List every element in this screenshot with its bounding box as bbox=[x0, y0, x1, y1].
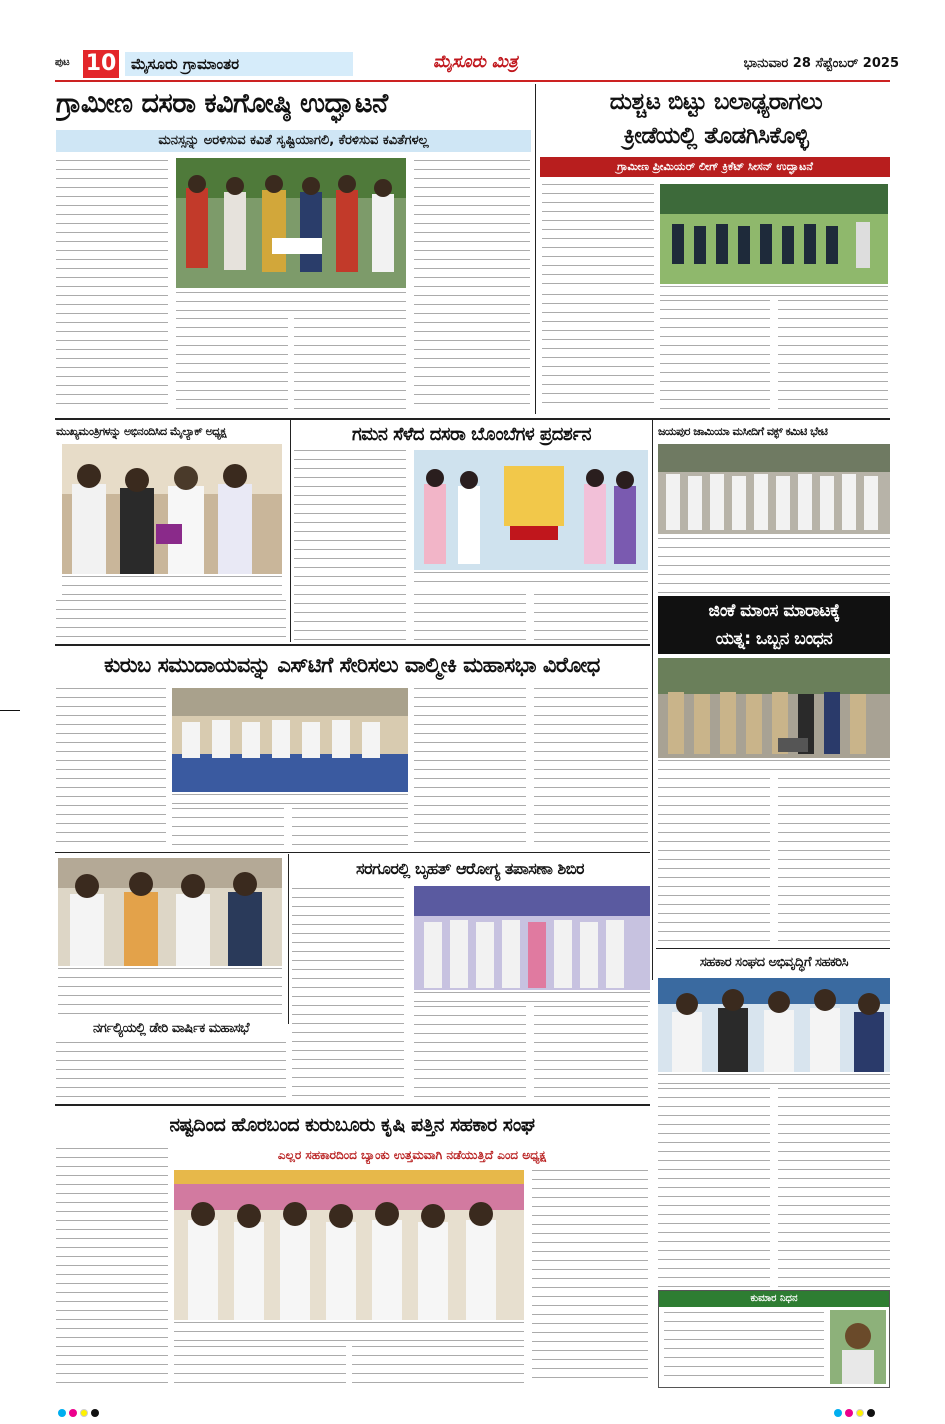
kuruba-body-col4 bbox=[414, 688, 526, 850]
masjid-photo bbox=[658, 444, 890, 534]
cricket-caption bbox=[660, 286, 888, 296]
kavigoshti-body-col3 bbox=[294, 318, 406, 410]
kuruburu-photo bbox=[174, 1170, 524, 1320]
kuruba-body-col3 bbox=[292, 808, 408, 850]
deer-body-col2 bbox=[778, 778, 890, 944]
health-body-col1 bbox=[292, 888, 404, 1098]
kuruba-body-col1 bbox=[56, 688, 166, 850]
masjid-body bbox=[658, 538, 890, 594]
cricket-headline-2: ಕ್ರೀಡೆಯಲ್ಲಿ ತೊಡಗಿಸಿಕೊಳ್ಳಿ bbox=[623, 123, 809, 149]
cricket-body-col1b bbox=[542, 294, 654, 410]
cm-meet-photo bbox=[62, 444, 282, 574]
obituary-photo bbox=[830, 1310, 886, 1384]
deer-body-col1 bbox=[658, 778, 770, 944]
health-camp-photo bbox=[414, 886, 650, 990]
cyan-dot bbox=[834, 1409, 842, 1417]
kavigoshti-caption bbox=[176, 292, 406, 312]
cm-meet-caption bbox=[62, 576, 282, 596]
cyan-dot bbox=[58, 1409, 66, 1417]
kavigoshti-headline: ಗ್ರಾಮೀಣ ದಸರಾ ಕವಿಗೋಷ್ಠಿ ಉದ್ಘಾಟನೆ bbox=[56, 88, 388, 119]
cricket-headline-1: ದುಶ್ಚಟ ಬಿಟ್ಟು ಬಲಾಢ್ಯರಾಗಲು bbox=[609, 89, 823, 115]
cm-meet-headline: ಮುಖ್ಯಮಂತ್ರಿಗಳನ್ನು ಅಭಿನಂದಿಸಿದ ಮೈಲ್ಯಾಕ್ ಅಧ್ಯಕ್ಷ bbox=[56, 425, 226, 438]
obituary-headline: ಕುಮಾರ ನಿಧನ bbox=[659, 1291, 889, 1307]
registration-dots-left bbox=[58, 1402, 102, 1421]
dolls-body-col2 bbox=[414, 594, 526, 640]
page-label: ಪುಟ bbox=[55, 57, 70, 68]
kavigoshti-photo bbox=[176, 158, 406, 288]
dolls-headline: ಗಮನ ಸೆಳೆದ ದಸರಾ ಬೊಂಬೆಗಳ ಪ್ರದರ್ಶನ bbox=[351, 424, 592, 445]
kavigoshti-body-col4 bbox=[414, 160, 530, 410]
dairy-caption bbox=[58, 968, 282, 1018]
cooperative-photo bbox=[658, 978, 890, 1072]
kuruba-body-col2 bbox=[172, 808, 284, 850]
cricket-body-col2 bbox=[660, 300, 770, 410]
cooperative-caption bbox=[658, 1074, 890, 1084]
paper-logo: ಮೈಸೂರು ಮಿತ್ರ bbox=[433, 52, 518, 72]
health-body-col2 bbox=[414, 1006, 526, 1098]
health-caption bbox=[414, 992, 650, 1002]
kuruburu-headline: ನಷ್ಟದಿಂದ ಹೊರಬಂದ ಕುರುಬೂರು ಕೃಷಿ ಪತ್ತಿನ ಸಹಕಾರ ಸಂಘ bbox=[169, 1114, 535, 1136]
cricket-photo bbox=[660, 184, 888, 284]
nargalli-body bbox=[56, 1042, 286, 1098]
kuruburu-caption bbox=[174, 1322, 524, 1342]
magenta-dot bbox=[845, 1409, 853, 1417]
cricket-body-col1 bbox=[542, 184, 654, 284]
yellow-dot bbox=[856, 1409, 864, 1417]
deer-headline-2: ಯತ್ನ: ಒಬ್ಬನ ಬಂಧನ bbox=[715, 629, 833, 649]
dolls-body-col1 bbox=[294, 450, 406, 640]
kuruburu-body-col4 bbox=[532, 1170, 648, 1386]
kavigoshti-body-col2 bbox=[176, 318, 288, 410]
dolls-body-col3 bbox=[534, 594, 648, 640]
issue-date: ಭಾನುವಾರ 28 ಸೆಪ್ಟೆಂಬರ್ 2025 bbox=[743, 56, 899, 71]
cricket-banner: ಗ್ರಾಮೀಣ ಪ್ರೀಮಿಯರ್ ಲೀಗ್ ಕ್ರಿಕೆಟ್ ಸೀಸನ್ ಉದ್ಘಾಟನೆ bbox=[540, 157, 890, 177]
page-number: 10 bbox=[83, 50, 119, 78]
section-name: ಮೈಸೂರು ಗ್ರಾಮಾಂತರ bbox=[125, 52, 353, 76]
deer-caption bbox=[658, 760, 890, 774]
deer-photo bbox=[658, 658, 890, 758]
cm-meet-body bbox=[56, 600, 286, 640]
kuruba-caption bbox=[172, 794, 408, 804]
dairy-photo bbox=[58, 858, 282, 966]
black-dot bbox=[867, 1409, 875, 1417]
dolls-photo bbox=[414, 450, 648, 570]
cooperative-body-col2 bbox=[778, 1088, 890, 1288]
yellow-dot bbox=[80, 1409, 88, 1417]
kuruburu-body-col2 bbox=[174, 1346, 346, 1386]
deer-headline-1: ಜಿಂಕೆ ಮಾಂಸ ಮಾರಾಟಕ್ಕೆ bbox=[708, 601, 840, 621]
cricket-body-col3 bbox=[778, 300, 888, 410]
health-camp-headline: ಸರಗೂರಲ್ಲಿ ಬೃಹತ್ ಆರೋಗ್ಯ ತಪಾಸಣಾ ಶಿಬಿರ bbox=[356, 859, 584, 878]
kuruburu-subhead: ಎಲ್ಲರ ಸಹಕಾರದಿಂದ ಬ್ಯಾಂಕು ಉತ್ತಮವಾಗಿ ನಡೆಯುತ್ತಿದೆ ಎಂದ ಅಧ್ಯಕ್ಷ bbox=[277, 1148, 547, 1162]
crop-mark bbox=[0, 710, 20, 711]
cooperative-headline: ಸಹಕಾರ ಸಂಘದ ಅಭಿವೃದ್ಧಿಗೆ ಸಹಕರಿಸಿ bbox=[699, 955, 849, 970]
nargalli-headline: ನರ್ಗಲ್ಯಿಯಲ್ಲಿ ಡೇರಿ ವಾರ್ಷಿಕ ಮಹಾಸಭೆ bbox=[93, 1021, 249, 1036]
kuruba-headline: ಕುರುಬ ಸಮುದಾಯವನ್ನು ಎಸ್‌ಟಿಗೆ ಸೇರಿಸಲು ವಾಲ್ಮೀಕಿ ಮಹಾಸಭಾ ವಿರೋಧ bbox=[104, 653, 600, 677]
cooperative-body-col1 bbox=[658, 1088, 770, 1288]
kuruburu-body-col1 bbox=[56, 1148, 168, 1386]
magenta-dot bbox=[69, 1409, 77, 1417]
kuruba-photo bbox=[172, 688, 408, 792]
black-dot bbox=[91, 1409, 99, 1417]
health-body-col3 bbox=[534, 1006, 648, 1098]
registration-dots-right bbox=[834, 1402, 878, 1421]
obituary-body bbox=[664, 1312, 824, 1382]
dolls-caption bbox=[414, 572, 648, 590]
kavigoshti-body-col1 bbox=[56, 160, 168, 410]
kuruba-body-col5 bbox=[534, 688, 648, 850]
kuruburu-body-col3 bbox=[352, 1346, 524, 1386]
masjid-headline: ಜಯಪುರ ಜಾಮಿಯಾ ಮಸೀದಿಗೆ ವಕ್ಫ್ ಕಮಿಟಿ ಭೇಟಿ bbox=[658, 425, 828, 438]
kavigoshti-subhead: ಮನಸ್ಸನ್ನು ಅರಳಿಸುವ ಕವಿತೆ ಸೃಷ್ಟಿಯಾಗಲಿ, ಕೆರಳಿಸುವ ಕವಿತೆಗಳಲ್ಲ bbox=[56, 130, 531, 152]
masthead bbox=[45, 50, 900, 78]
